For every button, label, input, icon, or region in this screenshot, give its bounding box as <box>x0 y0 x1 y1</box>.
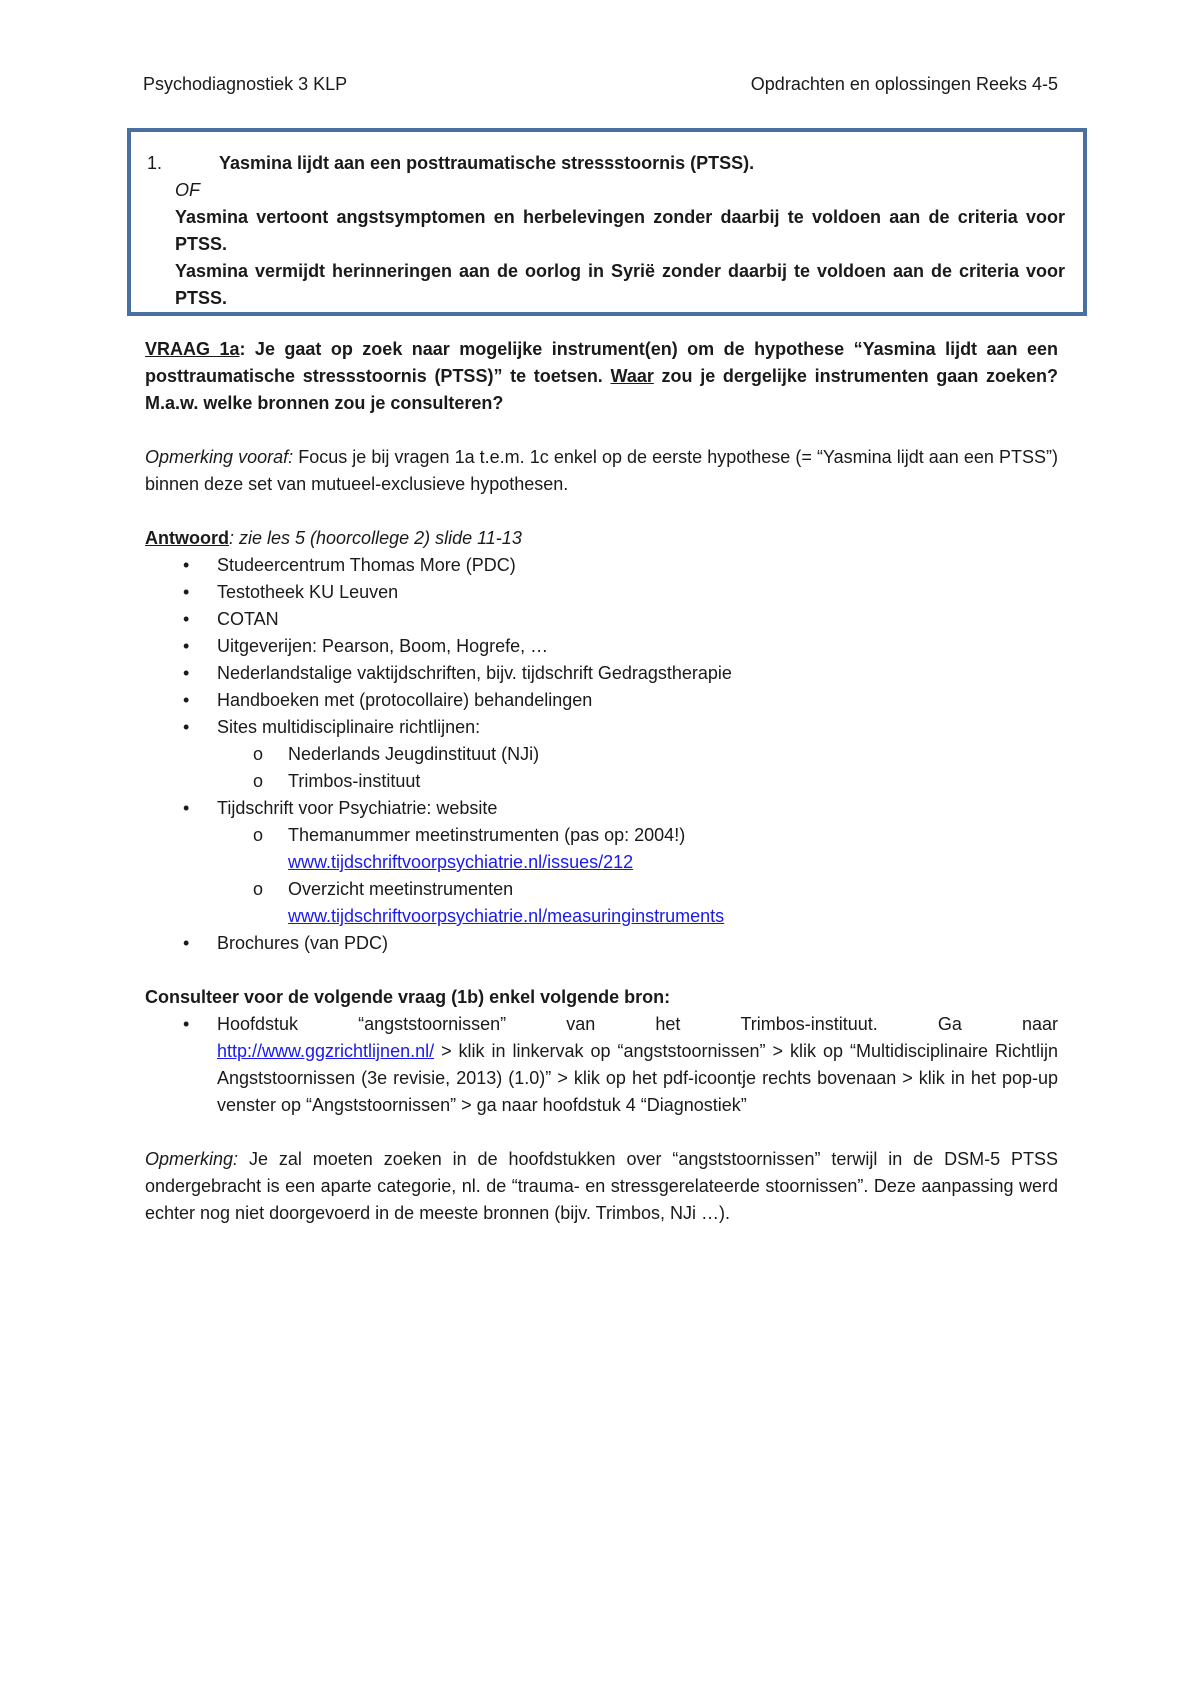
list-item: • Nederlandstalige vaktijdschriften, bijv. tijdschrift Gedragstherapie <box>145 660 1058 687</box>
consult-word: Ga <box>937 1014 962 1034</box>
final-note-label: Opmerking: <box>145 1149 239 1169</box>
consult-heading: Consulteer voor de volgende vraag (1b) enkel volgende bron: <box>145 987 671 1007</box>
question-label: VRAAG 1a <box>145 339 240 359</box>
ggz-guidelines-link[interactable]: http://www.ggzrichtlijnen.nl/ <box>217 1041 435 1061</box>
consult-word: van <box>566 1014 596 1034</box>
consult-first-line <box>217 1011 1058 1038</box>
document-body <box>145 336 1058 1245</box>
consult-word: het <box>655 1014 681 1034</box>
answer-list <box>145 552 1058 957</box>
hypotheses-box <box>127 128 1087 316</box>
measuring-instruments-link[interactable]: www.tijdschriftvoorpsychiatrie.nl/measuringinstruments <box>288 906 725 926</box>
consult-word: • Hoofdstuk <box>217 1014 299 1034</box>
list-item-consult <box>145 1011 1058 1119</box>
hypothesis-or-label: OF <box>175 180 200 200</box>
journal-label: Tijdschrift voor Psychiatrie: website <box>217 798 498 818</box>
journal-sublist <box>217 822 1058 930</box>
consult-word: naar <box>1021 1014 1058 1034</box>
consult-list <box>145 1011 1058 1119</box>
list-item: • COTAN <box>145 606 1058 633</box>
guidelines-sublist <box>217 741 1058 795</box>
question-1a <box>145 336 1058 417</box>
hypothesis-number: 1. <box>147 153 163 173</box>
hypothesis-main: Yasmina lijdt aan een posttraumatische stressstoornis (PTSS). <box>219 153 755 173</box>
answer-heading <box>145 525 1058 552</box>
header-document-title: Opdrachten en oplossingen Reeks 4-5 <box>750 74 1058 94</box>
hypothesis-alternative-2: Yasmina vermijdt herinneringen aan de oorlog in Syrië zonder daarbij te voldoen aan de criteria voor PTSS. <box>175 261 1065 308</box>
note-label: Opmerking vooraf: <box>145 447 294 467</box>
journal-issue-link[interactable]: www.tijdschriftvoorpsychiatrie.nl/issues/212 <box>288 852 634 872</box>
guidelines-label: Sites multidisciplinaire richtlijnen: <box>217 717 481 737</box>
consult-word: Trimbos-instituut. <box>740 1014 878 1034</box>
question-emphasis: Waar <box>610 366 654 386</box>
list-item: • Uitgeverijen: Pearson, Boom, Hogrefe, … <box>145 633 1058 660</box>
list-item-guidelines <box>145 714 1058 795</box>
list-item: • Brochures (van PDC) <box>145 930 1058 957</box>
list-item: • Studeercentrum Thomas More (PDC) <box>145 552 1058 579</box>
list-item: • Handboeken met (protocollaire) behandelingen <box>145 687 1058 714</box>
page-header <box>143 74 1058 102</box>
answer-colon: : <box>228 528 234 548</box>
answer-reference: zie les 5 (hoorcollege 2) slide 11-13 <box>234 528 522 548</box>
final-note-text: Je zal moeten zoeken in de hoofdstukken over “angststoornissen” terwijl in de DSM-5 PTSS ondergebracht is een aparte categorie, nl. de “trauma- en stressgerelateerde stoornissen”. Deze aanpassing werd echter nog niet doorgevoerd in de meeste bronnen (bijv. Trimbos, NJi …). <box>145 1149 1058 1223</box>
preliminary-note <box>145 444 1058 498</box>
consult-rest: > klik in linkervak op “angststoornissen” > klik op “Multidisciplinaire Richtlijn Angststoornissen (3e revisie, 2013) (1.0)” > klik op het pdf-icoontje rechts bovenaan > klik in het pop-up venster op “Angststoornissen” > ga naar hoofdstuk 4 “Diagnostiek” <box>217 1041 1058 1115</box>
sub-list-item <box>217 876 1058 930</box>
hypothesis-alternative-1: Yasmina vertoont angstsymptomen en herbelevingen zonder daarbij te voldoen aan de criteria voor PTSS. <box>175 207 1065 254</box>
list-item-journal <box>145 795 1058 930</box>
sub-list-item: o Trimbos-instituut <box>217 768 1058 795</box>
sub-list-item <box>217 822 1058 876</box>
question-text-part1: : Je gaat op zoek naar mogelijke instrument(en) om de hypothese “Yasmina lijdt aan een posttraumatische stressstoornis (PTSS)” te toetsen. <box>145 339 1058 386</box>
sub-item-text: o Overzicht meetinstrumenten <box>288 879 514 899</box>
final-note <box>145 1146 1058 1227</box>
sub-item-text: o Themanummer meetinstrumenten (pas op: 2004!) <box>288 825 686 845</box>
header-course-title: Psychodiagnostiek 3 KLP <box>143 74 348 94</box>
question-text-part2: zou je dergelijke instrumenten gaan zoeken? M.a.w. welke bronnen zou je consulteren? <box>145 366 1059 413</box>
list-item: • Testotheek KU Leuven <box>145 579 1058 606</box>
consult-word: “angststoornissen” <box>358 1014 507 1034</box>
sub-list-item: o Nederlands Jeugdinstituut (NJi) <box>217 741 1058 768</box>
note-text: Focus je bij vragen 1a t.e.m. 1c enkel op de eerste hypothese (= “Yasmina lijdt aan een PTSS”) binnen deze set van mutueel-exclusieve hypothesen. <box>145 447 1058 494</box>
answer-label: Antwoord <box>145 528 229 548</box>
consult-instructions <box>217 1038 1058 1119</box>
